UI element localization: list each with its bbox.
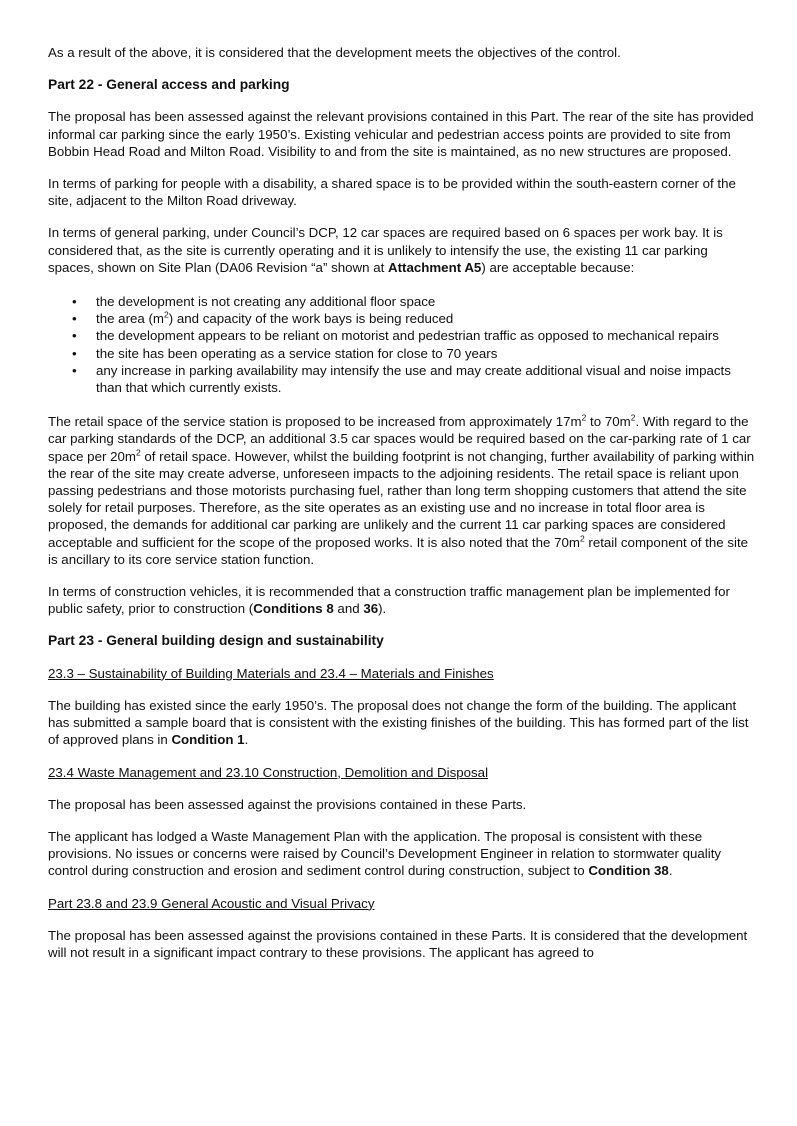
intro-paragraph: As a result of the above, it is considered that the development meets the objectives of the control. bbox=[48, 45, 621, 60]
list-item-text: the site has been operating as a service station for close to 70 years bbox=[96, 345, 498, 361]
superscript: 2 bbox=[164, 309, 169, 320]
list-item bbox=[48, 345, 757, 362]
condition-reference: Condition 1 bbox=[171, 732, 245, 748]
part22-heading: Part 22 - General access and parking bbox=[48, 77, 290, 93]
text-run: . With regard to the car parking standards of the DCP, an additional 3.5 car spaces would be required based on the car-parking rate of 1 car space per 20m bbox=[48, 414, 751, 464]
superscript: 2 bbox=[135, 447, 141, 458]
bullet-glyph: • bbox=[72, 345, 77, 361]
part23-paragraph-1 bbox=[48, 697, 757, 749]
superscript: 2 bbox=[579, 533, 585, 544]
list-item-text: the development is not creating any additional floor space bbox=[96, 294, 436, 310]
list-item bbox=[48, 362, 757, 396]
part23-paragraph-3 bbox=[48, 828, 757, 880]
text-run: The applicant has lodged a Waste Management Plan with the application. The proposal is consistent with these provisions. No issues or concerns were raised by Council’s Development Engineer in relation to stormwater quality control during construction and erosion and sediment control during construction, subject to bbox=[48, 828, 722, 879]
part23-paragraph-2: The proposal has been assessed against the provisions contained in these Parts. bbox=[48, 796, 527, 812]
list-item-text: the development appears to be reliant on motorist and pedestrian traffic as opposed to mechanical repairs bbox=[96, 328, 719, 344]
part22-paragraph-5 bbox=[48, 583, 757, 617]
list-item-text: any increase in parking availability may intensify the use and may create additional visual and noise impacts than that which currently exists. bbox=[96, 362, 731, 396]
text-run: to 70m bbox=[586, 414, 631, 430]
text-run: . bbox=[668, 863, 673, 879]
text-run: of retail space. However, whilst the building footprint is not changing, further availability of parking within the rear of the site may create adverse, unforeseen impacts to the adjoining residents. The retail space is reliant upon passing pedestrians and those motorists purchasing fuel, rather than long term shopping customers that attend the site solely for retail purposes. Therefore, as the site operates as an existing use and no increase in total floor area is proposed, the demands for additional car parking are unlikely and the current 11 car parking spaces are considered acceptable and sufficient for the scope of the proposed works. It is also noted that the 70m bbox=[48, 448, 755, 550]
attachment-reference: Attachment A5 bbox=[387, 259, 482, 275]
superscript: 2 bbox=[581, 412, 587, 423]
text-run: The retail space of the service station is proposed to be increased from approximately 17m bbox=[48, 414, 582, 430]
list-item bbox=[48, 293, 757, 310]
part23-paragraph-4: The proposal has been assessed against the provisions contained in these Parts. It is considered that the development will not result in a significant impact contrary to these provisions. The applicant has agreed to bbox=[48, 927, 748, 960]
parking-reasons-list bbox=[48, 293, 757, 396]
text-run: retail component of the site is ancillary to its core service station function. bbox=[48, 534, 749, 567]
text-run: The building has existed since the early 1950’s. The proposal does not change the form of the building. The applicant has submitted a sample board that is consistent with the existing finishes of the building. This has formed part of the list of approved plans in bbox=[48, 697, 749, 748]
superscript: 2 bbox=[630, 412, 636, 423]
part23-subheading-privacy: Part 23.8 and 23.9 General Acoustic and Visual Privacy bbox=[48, 895, 375, 911]
list-item-text: the area (m bbox=[96, 311, 164, 327]
bullet-glyph: • bbox=[72, 311, 77, 327]
part22-paragraph-3 bbox=[48, 224, 757, 276]
text-run: ) are acceptable because: bbox=[481, 259, 635, 275]
text-run: In terms of general parking, under Council’s DCP, 12 car spaces are required based on 6 spaces per work bay. It is considered that, as the site is currently operating and it is unlikely to intensify the use, the existing 11 car parking spaces, shown on Site Plan (DA06 Revision “a” shown at bbox=[48, 225, 723, 275]
part22-paragraph-4 bbox=[48, 413, 757, 568]
text-run: . bbox=[244, 732, 249, 748]
text-run: and bbox=[333, 601, 364, 617]
list-item-text: ) and capacity of the work bays is being reduced bbox=[168, 311, 454, 327]
text-run: In terms of construction vehicles, it is recommended that a construction traffic management plan be implemented for public safety, prior to construction ( bbox=[48, 584, 730, 617]
condition-reference: Condition 38 bbox=[588, 863, 669, 879]
part23-heading: Part 23 - General building design and sustainability bbox=[48, 633, 384, 649]
list-item bbox=[48, 310, 757, 327]
part22-paragraph-1: The proposal has been assessed against the relevant provisions contained in this Part. The rear of the site has provided informal car parking since the early 1950’s. Existing vehicular and pedestrian access points are provided to site from Bobbin Head Road and Milton Road. Visibility to and from the site is maintained, as no new structures are proposed. bbox=[48, 109, 754, 159]
list-item bbox=[48, 327, 757, 344]
bullet-glyph: • bbox=[72, 328, 77, 344]
text-run: ). bbox=[378, 601, 387, 617]
part23-subheading-waste: 23.4 Waste Management and 23.10 Construction, Demolition and Disposal bbox=[48, 764, 489, 780]
part22-paragraph-2: In terms of parking for people with a disability, a shared space is to be provided within the south-eastern corner of the site, adjacent to the Milton Road driveway. bbox=[48, 176, 736, 209]
part23-subheading-materials: 23.3 – Sustainability of Building Materials and 23.4 – Materials and Finishes bbox=[48, 665, 494, 681]
condition-reference: Conditions 8 bbox=[253, 601, 334, 617]
bullet-glyph: • bbox=[72, 294, 77, 310]
condition-reference: 36 bbox=[363, 601, 379, 617]
bullet-glyph: • bbox=[72, 362, 77, 378]
